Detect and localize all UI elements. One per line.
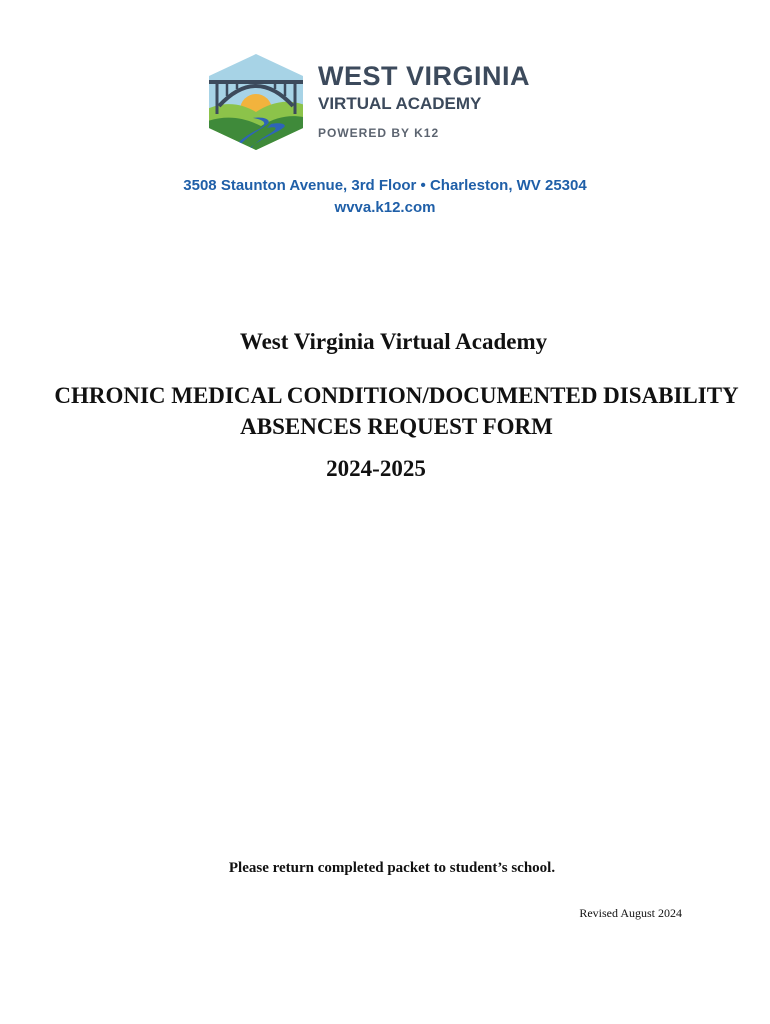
- school-year: 2024-2025: [326, 456, 426, 481]
- form-title: [30, 380, 763, 442]
- logo-title: WEST VIRGINIA: [318, 61, 531, 91]
- revision-date: Revised August 2024: [579, 906, 682, 920]
- school-title: West Virginia Virtual Academy: [239, 329, 548, 354]
- form-title-line1: CHRONIC MEDICAL CONDITION/DOCUMENTED DISABILITY: [54, 383, 739, 408]
- form-title-line2: ABSENCES REQUEST FORM: [240, 414, 553, 439]
- return-instruction: Please return completed packet to student’s school.: [228, 860, 556, 876]
- website-url: wvva.k12.com: [334, 199, 436, 216]
- school-address: [0, 175, 770, 219]
- logo-tagline: POWERED BY K12: [318, 126, 440, 140]
- bridge-landscape-icon: [205, 52, 307, 152]
- logo-wordmark: [318, 62, 530, 141]
- logo-subtitle: VIRTUAL ACADEMY: [318, 94, 482, 113]
- address-line: 3508 Staunton Avenue, 3rd Floor • Charleston, WV 25304: [183, 177, 587, 194]
- school-logo: [205, 52, 535, 152]
